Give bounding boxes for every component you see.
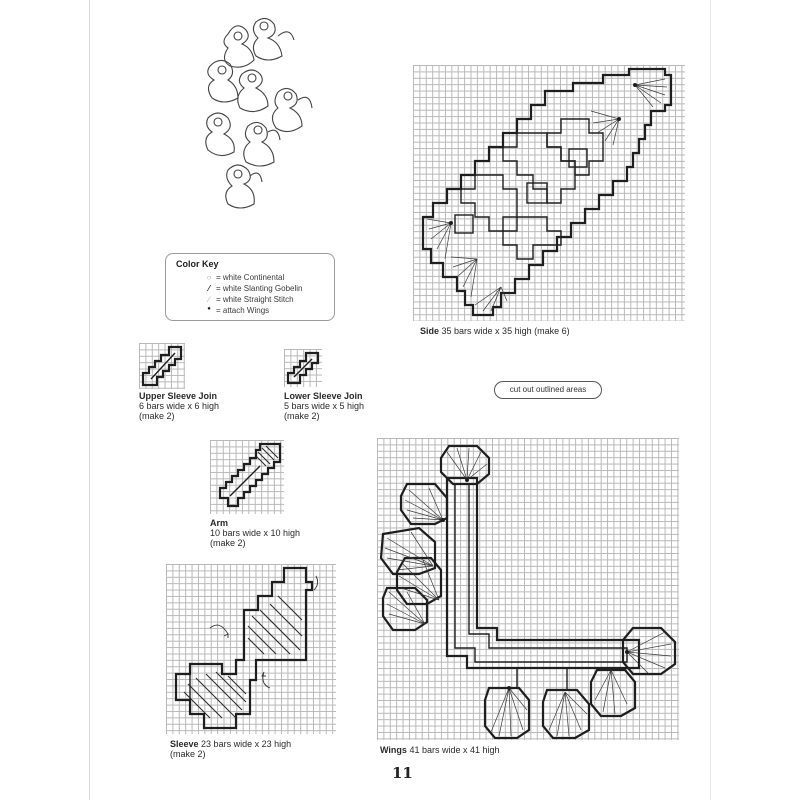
arm-caption [210,518,300,548]
key-attach-wings: = attach Wings [216,306,270,315]
sleeve-chart [166,564,336,734]
page-number: 11 [392,764,413,782]
slanting-gobelin-symbol: ⁄ [208,284,210,293]
lower-sleeve-join-make: (make 2) [284,411,320,421]
sleeve-make: (make 2) [170,749,206,759]
straight-stitch-symbol: ∕ [208,295,210,304]
sleeve-caption [170,739,291,759]
key-continental: = white Continental [216,273,285,282]
key-slanting-gobelin: = white Slanting Gobelin [216,284,303,293]
wings-outline [377,438,679,740]
lower-sleeve-join-chart [284,349,322,387]
wings-desc: 41 bars wide x 41 high [409,745,500,755]
lower-sleeve-join-outline [284,349,322,387]
lower-sleeve-join-size: 5 bars wide x 5 high [284,401,365,411]
side-stitch-outline [413,65,685,321]
wings-caption [380,745,500,755]
color-key [165,253,335,321]
angel-ornament-illustration [198,14,320,218]
lower-sleeve-join-caption [284,391,364,421]
attach-wings-symbol: ● [207,306,211,312]
sleeve-join-arrows [166,564,336,734]
cut-outlined-areas-note: cut out outlined areas [494,381,602,399]
upper-sleeve-join-size: 6 bars wide x 6 high [139,401,220,411]
sleeve-name: Sleeve [170,739,199,749]
arm-chart [210,440,284,514]
wings-name: Wings [380,745,407,755]
arm-make: (make 2) [210,538,246,548]
upper-sleeve-join-caption [139,391,219,421]
lower-sleeve-join-name: Lower Sleeve Join [284,391,363,401]
side-caption [420,326,570,336]
wings-chart [377,438,679,740]
key-straight-stitch: = white Straight Stitch [216,295,294,304]
upper-sleeve-join-name: Upper Sleeve Join [139,391,218,401]
side-name: Side [420,326,440,336]
color-key-title: Color Key [176,259,219,269]
continental-symbol: ○ [206,273,212,282]
sleeve-size: 23 bars wide x 23 high [201,739,292,749]
side-chart [413,65,685,321]
side-desc: 35 bars wide x 35 high (make 6) [441,326,570,336]
arm-name: Arm [210,518,229,528]
upper-sleeve-join-chart [139,343,185,389]
arm-outline [210,440,284,514]
upper-sleeve-join-make: (make 2) [139,411,175,421]
upper-sleeve-join-outline [139,343,185,389]
arm-size: 10 bars wide x 10 high [210,528,301,538]
